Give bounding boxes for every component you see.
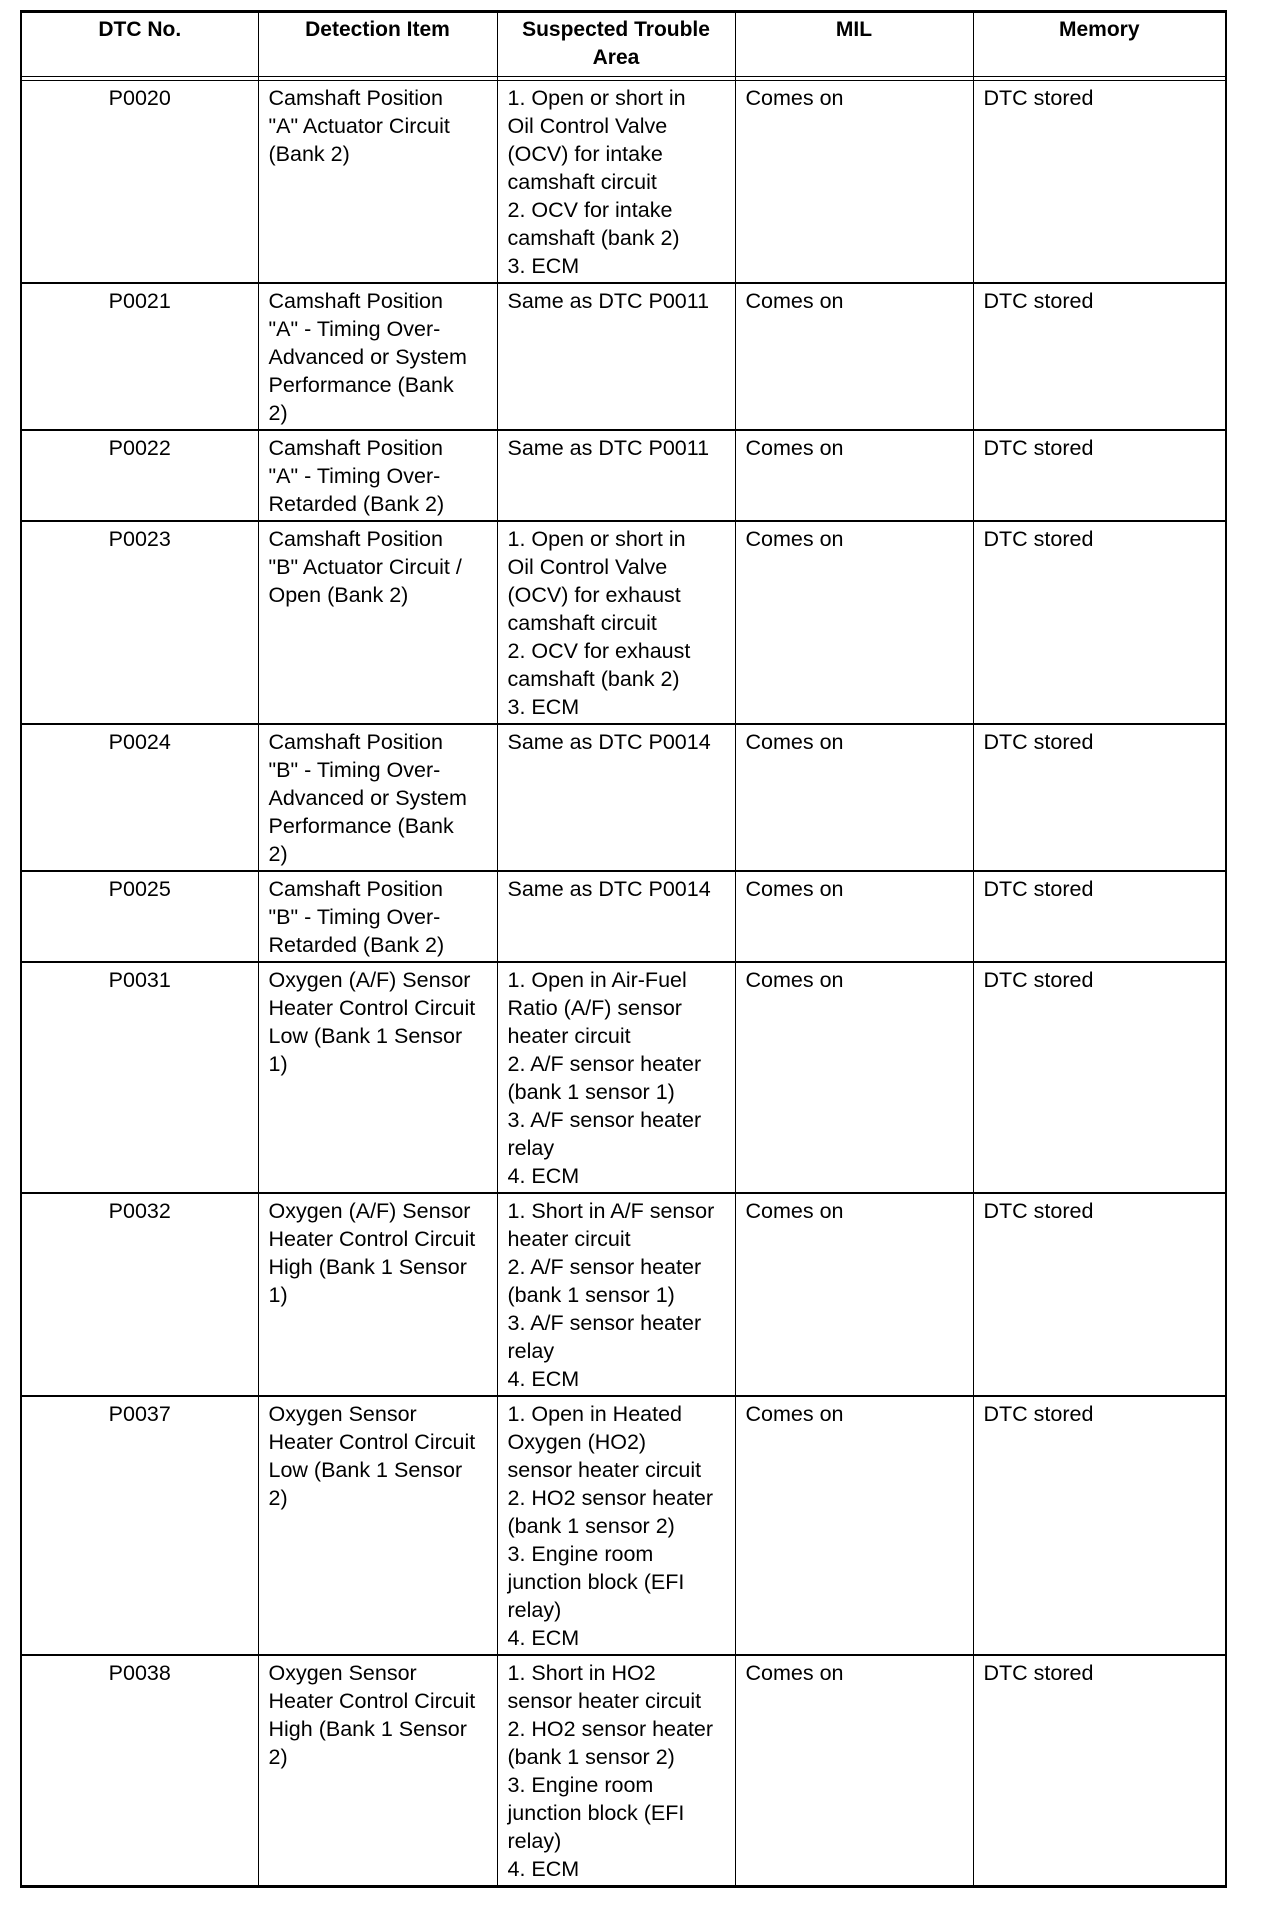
detection-item-line: Heater Control Circuit: [268, 996, 476, 1020]
detection-item-line: Heater Control Circuit: [268, 1430, 476, 1454]
detection-item: [258, 871, 497, 962]
trouble-area-line: 3. A/F sensor heater: [507, 1311, 702, 1335]
table-row: [21, 283, 1226, 430]
detection-item-line: Camshaft Position: [268, 436, 443, 460]
trouble-area-line: (bank 1 sensor 2): [507, 1514, 675, 1538]
memory-status: DTC stored: [973, 871, 1226, 962]
trouble-area-line: 2. A/F sensor heater: [507, 1052, 702, 1076]
trouble-area-line: 1. Short in A/F sensor: [507, 1199, 715, 1223]
detection-item-line: 1): [268, 1052, 288, 1076]
mil-status: Comes on: [735, 1396, 973, 1655]
trouble-area-line: 3. ECM: [507, 254, 580, 278]
header-suspected-trouble-area: Suspected Trouble Area: [497, 12, 735, 77]
detection-item-line: Camshaft Position: [268, 86, 443, 110]
trouble-area-line: Oxygen (HO2): [507, 1430, 647, 1454]
table-row: [21, 1655, 1226, 1887]
trouble-area-line: 4. ECM: [507, 1857, 580, 1881]
dtc-code: P0025: [21, 871, 258, 962]
table-body: [21, 81, 1226, 1887]
trouble-area-line: 2. HO2 sensor heater: [507, 1486, 714, 1510]
suspected-trouble-area: [497, 430, 735, 521]
trouble-area-line: junction block (EFI: [507, 1570, 685, 1594]
table-header: [21, 12, 1226, 81]
dtc-code: P0038: [21, 1655, 258, 1887]
detection-item: [258, 521, 497, 724]
detection-item-line: Oxygen Sensor: [268, 1661, 417, 1685]
detection-item-line: Advanced or System: [268, 786, 467, 810]
detection-item: [258, 430, 497, 521]
trouble-area-line: camshaft circuit: [507, 170, 657, 194]
trouble-area-line: (OCV) for exhaust: [507, 583, 681, 607]
mil-status: Comes on: [735, 1655, 973, 1887]
mil-status: Comes on: [735, 81, 973, 284]
memory-status: DTC stored: [973, 1193, 1226, 1396]
detection-item-line: Heater Control Circuit: [268, 1689, 476, 1713]
detection-item: [258, 1193, 497, 1396]
memory-status: DTC stored: [973, 81, 1226, 284]
trouble-area-line: 2. OCV for intake: [507, 198, 673, 222]
trouble-area-line: relay: [507, 1136, 555, 1160]
detection-item-line: "A" - Timing Over-: [268, 464, 441, 488]
trouble-area-line: Same as DTC P0011: [507, 436, 710, 460]
table-row: [21, 962, 1226, 1193]
trouble-area-line: sensor heater circuit: [507, 1458, 702, 1482]
trouble-area-line: camshaft (bank 2): [507, 226, 680, 250]
trouble-area-line: relay): [507, 1829, 562, 1853]
dtc-code: P0037: [21, 1396, 258, 1655]
detection-item: [258, 962, 497, 1193]
header-row: [21, 12, 1226, 77]
suspected-trouble-area: [497, 283, 735, 430]
trouble-area-line: sensor heater circuit: [507, 1689, 702, 1713]
mil-status: Comes on: [735, 1193, 973, 1396]
detection-item-line: 2): [268, 1486, 288, 1510]
suspected-trouble-area: [497, 1396, 735, 1655]
table-row: [21, 81, 1226, 284]
mil-status: Comes on: [735, 521, 973, 724]
header-mil: MIL: [735, 12, 973, 77]
suspected-trouble-area: [497, 724, 735, 871]
trouble-area-line: Same as DTC P0014: [507, 877, 711, 901]
memory-status: DTC stored: [973, 1655, 1226, 1887]
suspected-trouble-area: [497, 962, 735, 1193]
detection-item-line: (Bank 2): [268, 142, 350, 166]
trouble-area-line: heater circuit: [507, 1227, 631, 1251]
table-row: [21, 1193, 1226, 1396]
trouble-area-line: 4. ECM: [507, 1164, 580, 1188]
dtc-code: P0023: [21, 521, 258, 724]
detection-item-line: Camshaft Position: [268, 730, 443, 754]
detection-item-line: "B" - Timing Over-: [268, 758, 441, 782]
dtc-code: P0024: [21, 724, 258, 871]
mil-status: Comes on: [735, 724, 973, 871]
suspected-trouble-area: [497, 1193, 735, 1396]
trouble-area-line: (bank 1 sensor 2): [507, 1745, 675, 1769]
trouble-area-line: 3. ECM: [507, 695, 580, 719]
trouble-area-line: junction block (EFI: [507, 1801, 685, 1825]
detection-item-line: "B" Actuator Circuit /: [268, 555, 462, 579]
trouble-area-line: Oil Control Valve: [507, 555, 668, 579]
detection-item-line: Heater Control Circuit: [268, 1227, 476, 1251]
table-row: [21, 521, 1226, 724]
memory-status: DTC stored: [973, 430, 1226, 521]
suspected-trouble-area: [497, 871, 735, 962]
header-detection-item: Detection Item: [258, 12, 497, 77]
memory-status: DTC stored: [973, 724, 1226, 871]
detection-item-line: "B" - Timing Over-: [268, 905, 441, 929]
mil-status: Comes on: [735, 871, 973, 962]
dtc-code: P0021: [21, 283, 258, 430]
trouble-area-line: 1. Open in Heated: [507, 1402, 683, 1426]
detection-item-line: 2): [268, 842, 288, 866]
detection-item-line: Oxygen (A/F) Sensor: [268, 1199, 471, 1223]
trouble-area-line: relay: [507, 1339, 555, 1363]
trouble-area-line: (bank 1 sensor 1): [507, 1080, 675, 1104]
mil-status: Comes on: [735, 283, 973, 430]
header-memory: Memory: [973, 12, 1226, 77]
trouble-area-line: 1. Open or short in: [507, 86, 686, 110]
table-row: [21, 871, 1226, 962]
trouble-area-line: Ratio (A/F) sensor: [507, 996, 682, 1020]
detection-item-line: 1): [268, 1283, 288, 1307]
trouble-area-line: camshaft (bank 2): [507, 667, 680, 691]
detection-item-line: Low (Bank 1 Sensor: [268, 1024, 463, 1048]
memory-status: DTC stored: [973, 962, 1226, 1193]
detection-item-line: Camshaft Position: [268, 289, 443, 313]
detection-item-line: Performance (Bank: [268, 814, 454, 838]
trouble-area-line: 2. HO2 sensor heater: [507, 1717, 714, 1741]
detection-item: [258, 81, 497, 284]
trouble-area-line: Same as DTC P0014: [507, 730, 711, 754]
trouble-area-line: 4. ECM: [507, 1367, 580, 1391]
trouble-area-line: Oil Control Valve: [507, 114, 668, 138]
table-row: [21, 724, 1226, 871]
detection-item-line: Oxygen (A/F) Sensor: [268, 968, 471, 992]
detection-item-line: "A" Actuator Circuit: [268, 114, 450, 138]
trouble-area-line: relay): [507, 1598, 562, 1622]
memory-status: DTC stored: [973, 1396, 1226, 1655]
table-row: [21, 1396, 1226, 1655]
detection-item-line: Retarded (Bank 2): [268, 933, 445, 957]
trouble-area-line: Same as DTC P0011: [507, 289, 710, 313]
trouble-area-line: 3. Engine room: [507, 1773, 654, 1797]
detection-item: [258, 724, 497, 871]
detection-item-line: Camshaft Position: [268, 877, 443, 901]
detection-item-line: Low (Bank 1 Sensor: [268, 1458, 463, 1482]
table-row: [21, 430, 1226, 521]
dtc-code: P0020: [21, 81, 258, 284]
dtc-code: P0031: [21, 962, 258, 1193]
detection-item-line: 2): [268, 1745, 288, 1769]
trouble-area-line: 1. Open in Air-Fuel: [507, 968, 687, 992]
trouble-area-line: (OCV) for intake: [507, 142, 663, 166]
suspected-trouble-area: [497, 521, 735, 724]
trouble-area-line: 2. A/F sensor heater: [507, 1255, 702, 1279]
detection-item-line: High (Bank 1 Sensor: [268, 1255, 467, 1279]
detection-item: [258, 283, 497, 430]
trouble-area-line: camshaft circuit: [507, 611, 657, 635]
trouble-area-line: 1. Open or short in: [507, 527, 686, 551]
dtc-code: P0022: [21, 430, 258, 521]
suspected-trouble-area: [497, 1655, 735, 1887]
header-dtc-no: DTC No.: [21, 12, 258, 77]
memory-status: DTC stored: [973, 283, 1226, 430]
detection-item-line: Open (Bank 2): [268, 583, 409, 607]
trouble-area-line: 3. A/F sensor heater: [507, 1108, 702, 1132]
detection-item: [258, 1655, 497, 1887]
detection-item: [258, 1396, 497, 1655]
detection-item-line: Oxygen Sensor: [268, 1402, 417, 1426]
detection-item-line: Performance (Bank: [268, 373, 454, 397]
dtc-table: [20, 10, 1227, 1888]
mil-status: Comes on: [735, 962, 973, 1193]
detection-item-line: Retarded (Bank 2): [268, 492, 445, 516]
suspected-trouble-area: [497, 81, 735, 284]
detection-item-line: Camshaft Position: [268, 527, 443, 551]
memory-status: DTC stored: [973, 521, 1226, 724]
mil-status: Comes on: [735, 430, 973, 521]
detection-item-line: High (Bank 1 Sensor: [268, 1717, 467, 1741]
dtc-code: P0032: [21, 1193, 258, 1396]
trouble-area-line: 1. Short in HO2: [507, 1661, 656, 1685]
detection-item-line: Advanced or System: [268, 345, 467, 369]
detection-item-line: 2): [268, 401, 288, 425]
trouble-area-line: (bank 1 sensor 1): [507, 1283, 675, 1307]
trouble-area-line: 3. Engine room: [507, 1542, 654, 1566]
trouble-area-line: heater circuit: [507, 1024, 631, 1048]
trouble-area-line: 4. ECM: [507, 1626, 580, 1650]
trouble-area-line: 2. OCV for exhaust: [507, 639, 691, 663]
detection-item-line: "A" - Timing Over-: [268, 317, 441, 341]
